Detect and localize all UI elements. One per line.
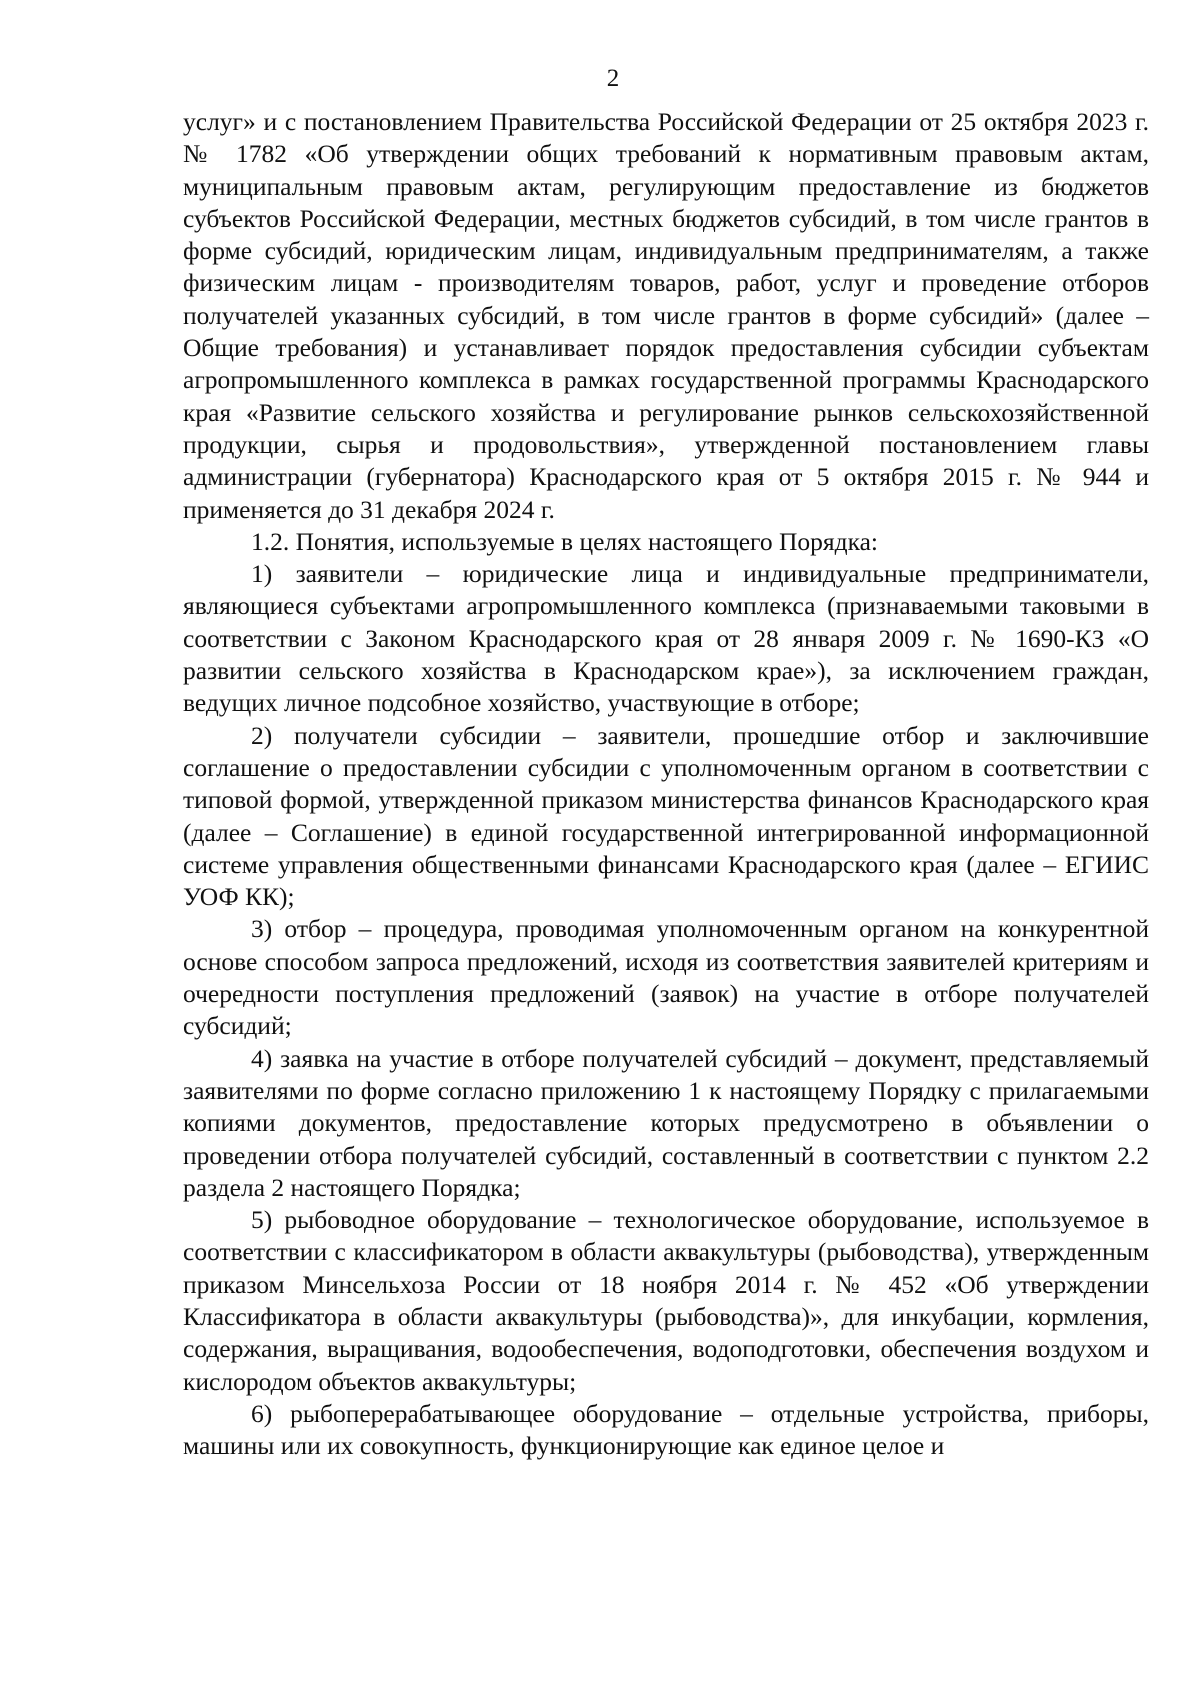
paragraph-item-4: 4) заявка на участие в отборе получателей субсидий – документ, представляемый заявителями по форме согласно приложению 1 к настоящему Порядку с прилагаемыми копиями документов, предоставление которых предусмотрено в объявлении о проведении отбора получателей субсидий, составленный в соответствии с пунктом 2.2 раздела 2 настоящего Порядка; — [183, 1043, 1149, 1202]
document-body — [183, 106, 1149, 1462]
paragraph-item-5: 5) рыбоводное оборудование – технологическое оборудование, используемое в соответствии с классификатором в области аквакультуры (рыбоводства), утвержденным приказом Минсельхоза России от 18 ноября 2014 г. № 452 «Об утверждении Классификатора в области аквакультуры (рыбоводства)», для инкубации, кормления, содержания, выращивания, водообеспечения, водоподготовки, обеспечения воздухом и кислородом объектов аквакультуры; — [183, 1205, 1149, 1396]
paragraph-item-1: 1) заявители – юридические лица и индивидуальные предприниматели, являющиеся субъектами агропромышленного комплекса (признаваемыми таковыми в соответствии с Законом Краснодарского края от 28 января 2009 г. № 1690-КЗ «О развитии сельского хозяйства в Краснодарском крае»), за исключением граждан, ведущих личное подсобное хозяйство, участвующие в отборе; — [183, 559, 1149, 718]
paragraph-continuation: услуг» и с постановлением Правительства Российской Федерации от 25 октября 2023 г. № 1782 «Об утверждении общих требований к нормативным правовым актам, муниципальным правовым актам, регулирующим предоставление из бюджетов субъектов Российской Федерации, местных бюджетов субсидий, в том числе грантов в форме субсидий, юридическим лицам, индивидуальным предпринимателям, а также физическим лицам - производителям товаров, работ, услуг и проведение отборов получателей указанных субсидий, в том числе грантов в форме субсидий» (далее – Общие требования) и устанавливает порядок предоставления субсидии субъектам агропромышленного комплекса в рамках государственной программы Краснодарского края «Развитие сельского хозяйства и регулирование рынков сельскохозяйственной продукции, сырья и продовольствия», утвержденной постановлением главы администрации (губернатора) Краснодарского края от 5 октября 2015 г. № 944 и применяется до 31 декабря 2024 г. — [183, 107, 1149, 524]
paragraph-1-2-heading: 1.2. Понятия, используемые в целях настоящего Порядка: — [251, 526, 879, 556]
paragraph-item-6: 6) рыбоперерабатывающее оборудование – отдельные устройства, приборы, машины или их совокупность, функционирующие как единое целое и — [183, 1398, 1149, 1461]
page-number: 2 — [606, 65, 620, 92]
paragraph-item-2: 2) получатели субсидии – заявители, прошедшие отбор и заключившие соглашение о предоставлении субсидии с уполномоченным органом в соответствии с типовой формой, утвержденной приказом министерства финансов Краснодарского края (далее – Соглашение) в единой государственной интегрированной информационной системе управления общественными финансами Краснодарского края (далее – ЕГИИС УОФ КК); — [183, 720, 1149, 912]
paragraph-item-3: 3) отбор – процедура, проводимая уполномоченным органом на конкурентной основе способом запроса предложений, исходя из соответствия заявителей критериям и очередности поступления предложений (заявок) на участие в отборе получателей субсидий; — [183, 914, 1149, 1041]
